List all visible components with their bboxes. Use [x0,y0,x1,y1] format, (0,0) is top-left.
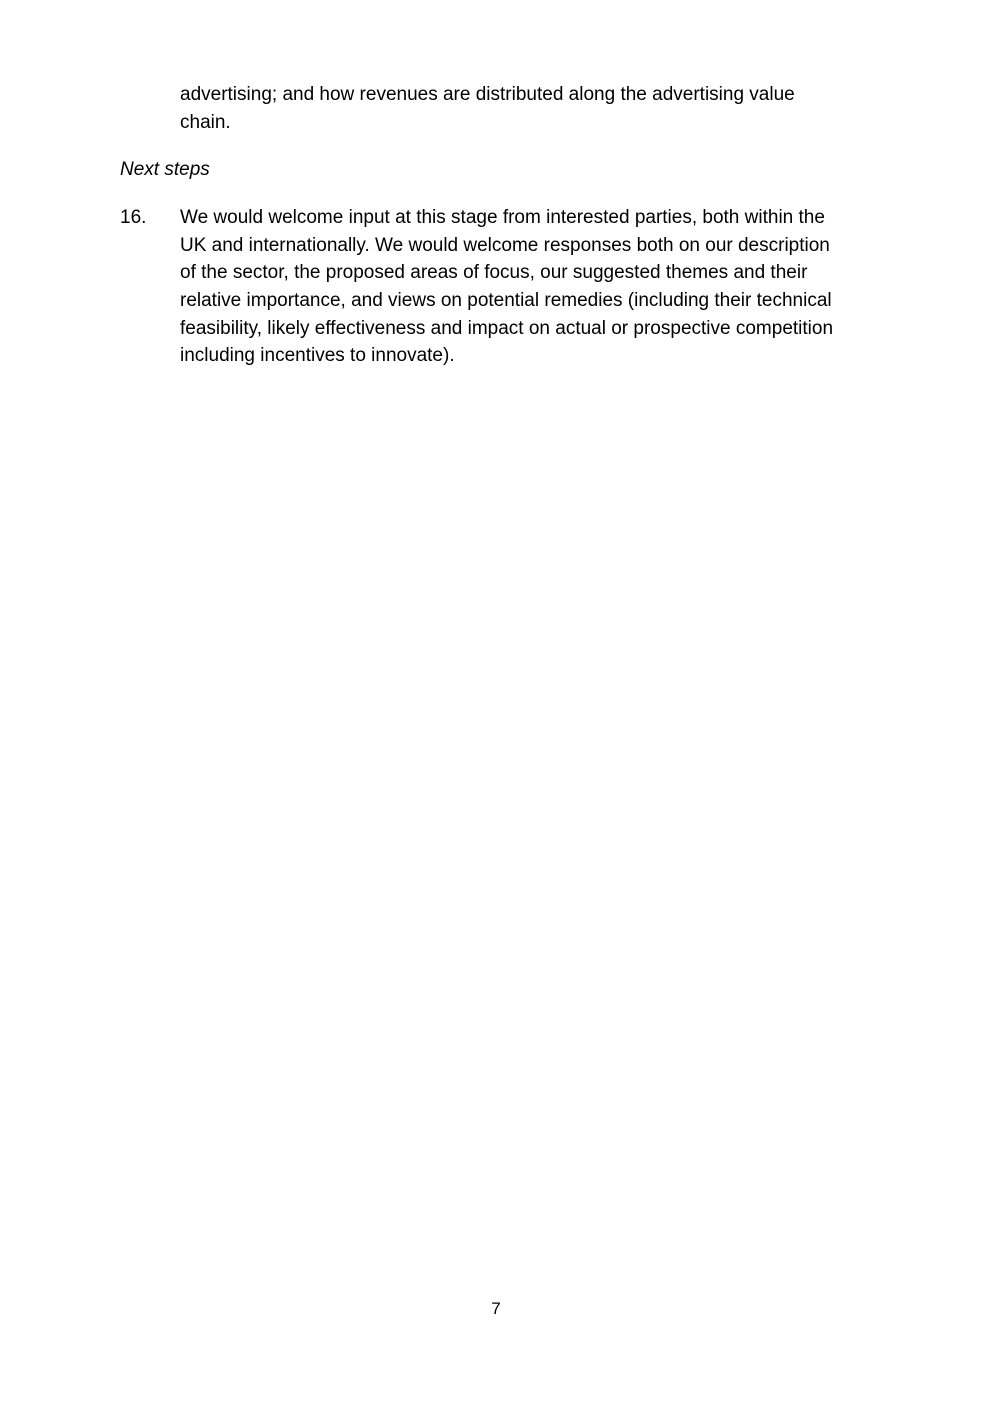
continuation-line-1: advertising; and how revenues are distributed along the advertising value [180,84,795,105]
continuation-line-2: chain. [180,112,231,133]
section-heading: Next steps [120,159,210,180]
paragraph-line-1: We would welcome input at this stage from interested parties, both within the [180,207,825,228]
paragraph-line-4: relative importance, and views on potential remedies (including their technical [180,290,832,311]
page-number: 7 [491,1299,501,1318]
paragraph-line-6: including incentives to innovate). [180,345,455,366]
paragraph-line-3: of the sector, the proposed areas of focus, our suggested themes and their [180,262,808,283]
paragraph-number: 16. [120,207,147,228]
paragraph-line-2: UK and internationally. We would welcome responses both on our description [180,235,830,256]
paragraph-line-5: feasibility, likely effectiveness and impact on actual or prospective competition [180,318,834,339]
